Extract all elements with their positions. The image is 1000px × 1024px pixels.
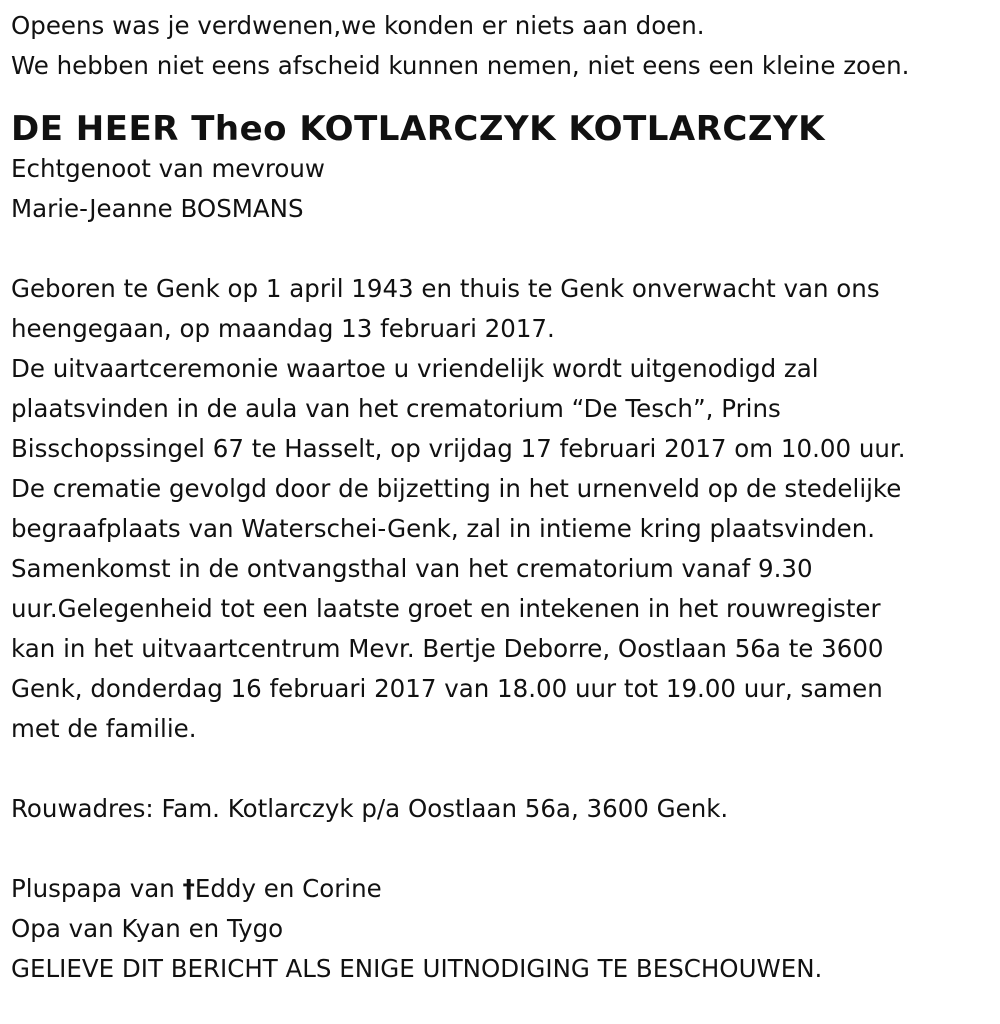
body-line: begraafplaats van Waterschei-Genk, zal in intieme kring plaatsvinden. (11, 514, 876, 543)
intro-line-2: We hebben niet eens afscheid kunnen nemen, niet eens een kleine zoen. (11, 51, 910, 80)
closing-line: GELIEVE DIT BERICHT ALS ENIGE UITNODIGING TE BESCHOUWEN. (11, 954, 823, 983)
obituary-notice (11, 0, 991, 989)
body-line: uur.Gelegenheid tot een laatste groet en intekenen in het rouwregister (11, 594, 881, 623)
body-line: kan in het uitvaartcentrum Mevr. Bertje Deborre, Oostlaan 56a te 3600 (11, 634, 884, 663)
body-line: Samenkomst in de ontvangsthal van het crematorium vanaf 9.30 (11, 554, 813, 583)
spacer (11, 229, 991, 269)
spouse-line-1: Echtgenoot van mevrouw (11, 154, 325, 183)
pluspapa-line (11, 869, 991, 909)
body-line: Geboren te Genk op 1 april 1943 en thuis te Genk onverwacht van ons (11, 274, 880, 303)
deceased-name: DE HEER Theo KOTLARCZYK KOTLARCZYK (11, 109, 825, 149)
body-line: Bisschopssingel 67 te Hasselt, op vrijdag 17 februari 2017 om 10.00 uur. (11, 434, 906, 463)
cross-icon: † (182, 874, 195, 903)
body-line: heengegaan, op maandag 13 februari 2017. (11, 314, 555, 343)
mourning-address: Rouwadres: Fam. Kotlarczyk p/a Oostlaan 56a, 3600 Genk. (11, 794, 729, 823)
body-line: De uitvaartceremonie waartoe u vriendelijk wordt uitgenodigd zal (11, 354, 819, 383)
notice-body (11, 269, 991, 749)
opa-line: Opa van Kyan en Tygo (11, 914, 284, 943)
pluspapa-names: Eddy en Corine (194, 874, 382, 903)
spouse-line-2: Marie-Jeanne BOSMANS (11, 194, 304, 223)
spacer (11, 749, 991, 789)
intro-line-1: Opeens was je verdwenen,we konden er niets aan doen. (11, 11, 705, 40)
body-line: plaatsvinden in de aula van het crematorium “De Tesch”, Prins (11, 394, 781, 423)
body-line: Genk, donderdag 16 februari 2017 van 18.00 uur tot 19.00 uur, samen (11, 674, 883, 703)
body-line: met de familie. (11, 714, 197, 743)
spacer (11, 829, 991, 869)
pluspapa-prefix: Pluspapa van (11, 874, 183, 903)
body-line: De crematie gevolgd door de bijzetting in het urnenveld op de stedelijke (11, 474, 902, 503)
